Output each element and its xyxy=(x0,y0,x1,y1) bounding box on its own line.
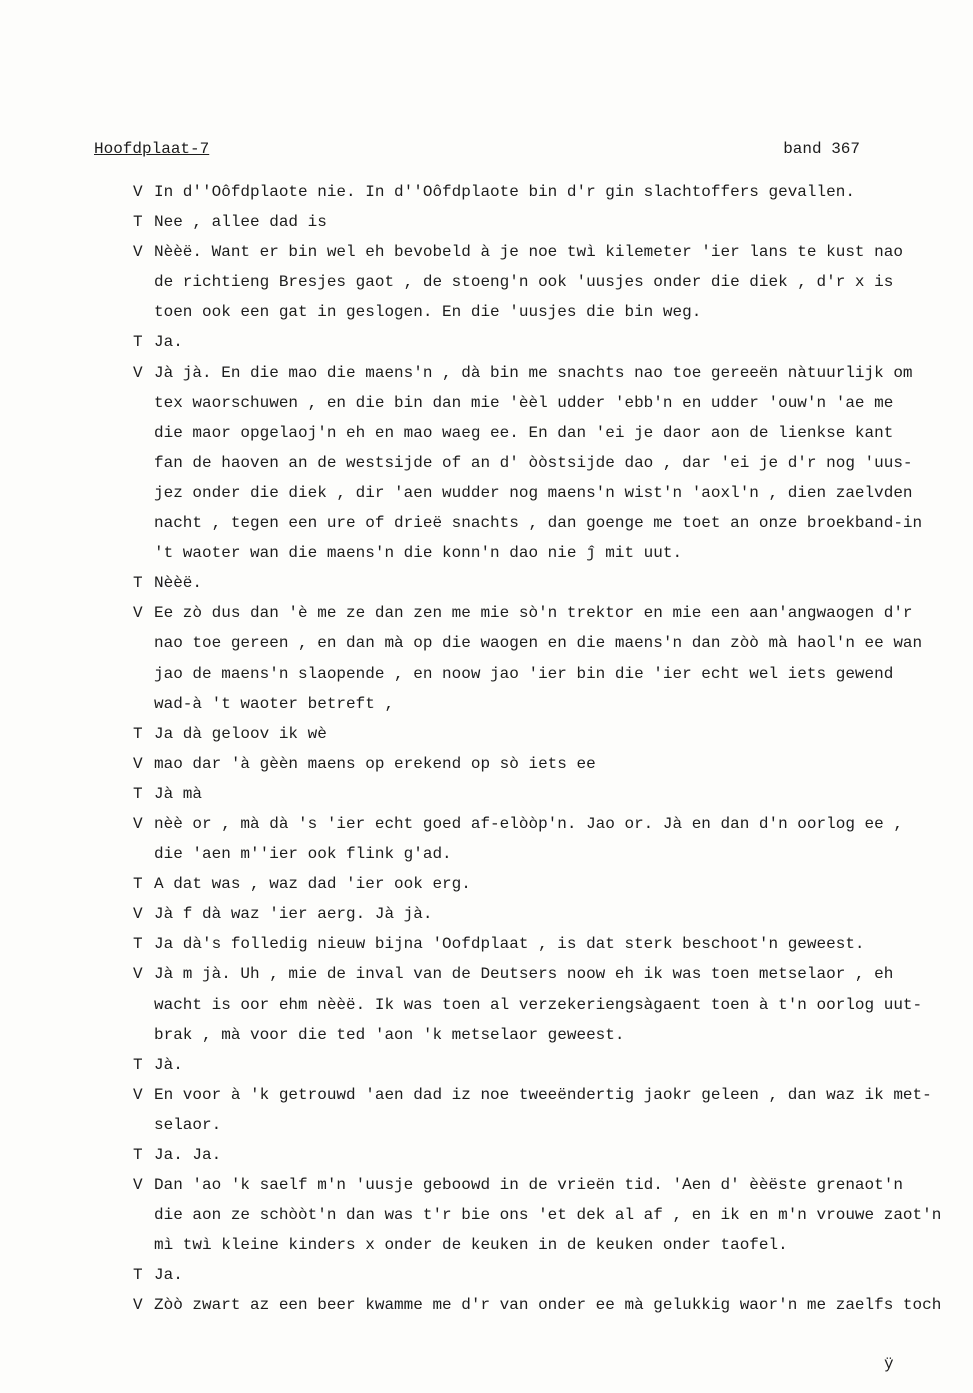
line-text: Dan 'ao 'k saelf m'n 'uusje geboowd in de vrieën tid. 'Aen d' èèëste grenaot'n xyxy=(154,1176,903,1195)
transcript-line xyxy=(0,297,973,327)
line-text: Ja. xyxy=(154,333,183,352)
line-text: Ja dà geloov ik wè xyxy=(154,724,327,743)
page-header xyxy=(94,140,860,166)
speaker-label: V xyxy=(133,183,143,201)
line-text: En voor à 'k getrouwd 'aen dad iz noe tweeëndertig jaokr geleen , dan waz ik met- xyxy=(154,1085,932,1104)
transcript-line xyxy=(0,508,973,538)
speaker-label: V xyxy=(133,905,143,924)
transcript-line xyxy=(0,899,973,929)
speaker-label: V xyxy=(133,1085,143,1104)
transcript-line xyxy=(0,448,973,478)
speaker-label: T xyxy=(133,875,143,894)
transcript-line xyxy=(0,659,973,689)
speaker-label: T xyxy=(133,1266,143,1285)
speaker-label: V xyxy=(133,1176,143,1195)
line-text: toen ook een gat in geslogen. En die 'uusjes die bin weg. xyxy=(154,303,702,322)
speaker-label: V xyxy=(133,243,143,262)
line-text: Jà f dà waz 'ier aerg. Jà jà. xyxy=(154,905,433,924)
transcript-line xyxy=(0,1140,973,1170)
line-text: jao de maens'n slaopende , en noow jao 'ier bin die 'ier echt wel iets gewend xyxy=(154,664,894,683)
line-text: In d''Oôfdplaote nie. In d''Oôfdplaote bin d'r gin slachtoffers gevallen. xyxy=(154,183,855,201)
transcript-line xyxy=(0,809,973,839)
speaker-label: T xyxy=(133,333,143,352)
transcript-line xyxy=(0,538,973,568)
transcript-line xyxy=(0,1020,973,1050)
speaker-label: V xyxy=(133,363,143,382)
speaker-label: T xyxy=(133,724,143,743)
line-text: tex waorschuwen , en die bin dan mie 'èèl udder 'ebb'n en udder 'ouw'n 'ae me xyxy=(154,393,894,412)
transcript-line xyxy=(0,388,973,418)
line-text: mì twì kleine kinders x onder de keuken in de keuken onder taofel. xyxy=(154,1236,788,1255)
line-text: Nèèë. Want er bin wel eh bevobeld à je noe twì kilemeter 'ier lans te kust nao xyxy=(154,243,903,262)
transcript-line xyxy=(0,959,973,989)
line-text: de richtieng Bresjes gaot , de stoeng'n ook 'uusjes onder die diek , d'r x is xyxy=(154,273,894,292)
line-text: jez onder die diek , dir 'aen wudder nog maens'n wist'n 'aoxl'n , dien zaelvden xyxy=(154,483,913,502)
line-text: wacht is oor ehm nèèë. Ik was toen al verzekeriengsàgaent toen à t'n oorlog uut- xyxy=(154,995,923,1014)
speaker-label: T xyxy=(133,1146,143,1164)
transcript-line xyxy=(0,478,973,508)
transcript-line xyxy=(0,418,973,448)
transcript-line xyxy=(0,1050,973,1080)
speaker-label: V xyxy=(133,604,143,623)
page-mark: ÿ xyxy=(884,1355,894,1373)
transcript-line xyxy=(0,1110,973,1140)
transcript-line xyxy=(0,689,973,719)
transcript-line xyxy=(0,779,973,809)
line-text: nèè or , mà dà 's 'ier echt goed af-elòòp'n. Jao or. Jà en dan d'n oorlog ee , xyxy=(154,814,903,833)
line-text: die aon ze schòòt'n dan was t'r bie ons 'et dek al af , en ik en m'n vrouwe zaot'n xyxy=(154,1206,942,1225)
line-text: brak , mà voor die ted 'aon 'k metselaor geweest. xyxy=(154,1025,625,1044)
transcript-line xyxy=(0,237,973,267)
line-text: Jà m jà. Uh , mie de inval van de Deutsers noow eh ik was toen metselaor , eh xyxy=(154,965,894,984)
line-text: Ja. xyxy=(154,1266,183,1285)
transcript-line xyxy=(0,719,973,749)
transcript-line xyxy=(0,749,973,779)
speaker-label: V xyxy=(133,965,143,984)
line-text: nacht , tegen een ure of drieë snachts , dan goenge me toet an onze broekband-in xyxy=(154,514,923,533)
line-text: Nee , allee dad is xyxy=(154,213,327,232)
line-text: die 'aen m''ier ook flink g'ad. xyxy=(154,845,452,864)
speaker-label: V xyxy=(133,1296,143,1315)
transcript-line xyxy=(0,869,973,899)
transcript-line xyxy=(0,1170,973,1200)
transcript-line xyxy=(0,1290,973,1320)
line-text: die maor opgelaoj'n eh en mao waeg ee. En dan 'ei je daor aon de lienkse kant xyxy=(154,423,894,442)
transcript-line xyxy=(0,177,973,207)
transcript-line xyxy=(0,1200,973,1230)
transcript-line xyxy=(0,598,973,628)
line-text: nao toe gereen , en dan mà op die waogen en die maens'n dan zòò mà haol'n ee wan xyxy=(154,634,923,653)
line-text: Ja dà's folledig nieuw bijna 'Oofdplaat , is dat sterk beschoot'n geweest. xyxy=(154,935,865,954)
speaker-label: T xyxy=(133,213,143,232)
transcript-line xyxy=(0,839,973,869)
line-text: wad-à 't waoter betreft , xyxy=(154,694,395,713)
line-text: Nèèë. xyxy=(154,574,203,593)
transcript-line xyxy=(0,628,973,658)
line-text: fan de haoven an de westsijde of an d' òòstsijde dao , dar 'ei je d'r nog 'uus- xyxy=(154,453,913,472)
speaker-label: T xyxy=(133,784,143,803)
line-text: Zòò zwart az een beer kwamme me d'r van onder ee mà gelukkig waor'n me zaelfs toch xyxy=(154,1296,942,1315)
transcript-line xyxy=(0,1260,973,1290)
speaker-label: V xyxy=(133,814,143,833)
transcript-line xyxy=(0,207,973,237)
document-title: Hoofdplaat-7 xyxy=(94,140,210,158)
transcript-line xyxy=(0,1230,973,1260)
transcript-line xyxy=(0,327,973,357)
transcript-line xyxy=(0,568,973,598)
band-number: band 367 xyxy=(783,140,860,158)
speaker-label: T xyxy=(133,935,143,954)
line-text: Jà jà. En die mao die maens'n , dà bin me snachts nao toe gereeën nàtuurlijk om xyxy=(154,363,913,382)
line-text: A dat was , waz dad 'ier ook erg. xyxy=(154,875,471,894)
line-text: Ja. Ja. xyxy=(154,1146,222,1164)
line-text: selaor. xyxy=(154,1115,222,1134)
transcript-line xyxy=(0,267,973,297)
transcript-line xyxy=(0,1080,973,1110)
speaker-label: T xyxy=(133,1055,143,1074)
line-text: Ee zò dus dan 'è me ze dan zen me mie sò'n trektor en mie een aan'angwaogen d'r xyxy=(154,604,913,623)
line-text: Jà. xyxy=(154,1055,183,1074)
speaker-label: T xyxy=(133,574,143,593)
line-text: Jà mà xyxy=(154,784,203,803)
transcript-line xyxy=(0,929,973,959)
transcript xyxy=(0,177,973,1321)
line-text: mao dar 'à gèèn maens op erekend op sò iets ee xyxy=(154,754,596,773)
speaker-label: V xyxy=(133,754,143,773)
transcript-line xyxy=(0,990,973,1020)
transcript-line xyxy=(0,358,973,388)
line-text: 't waoter wan die maens'n die konn'n dao nie ĵ mit uut. xyxy=(154,544,683,563)
